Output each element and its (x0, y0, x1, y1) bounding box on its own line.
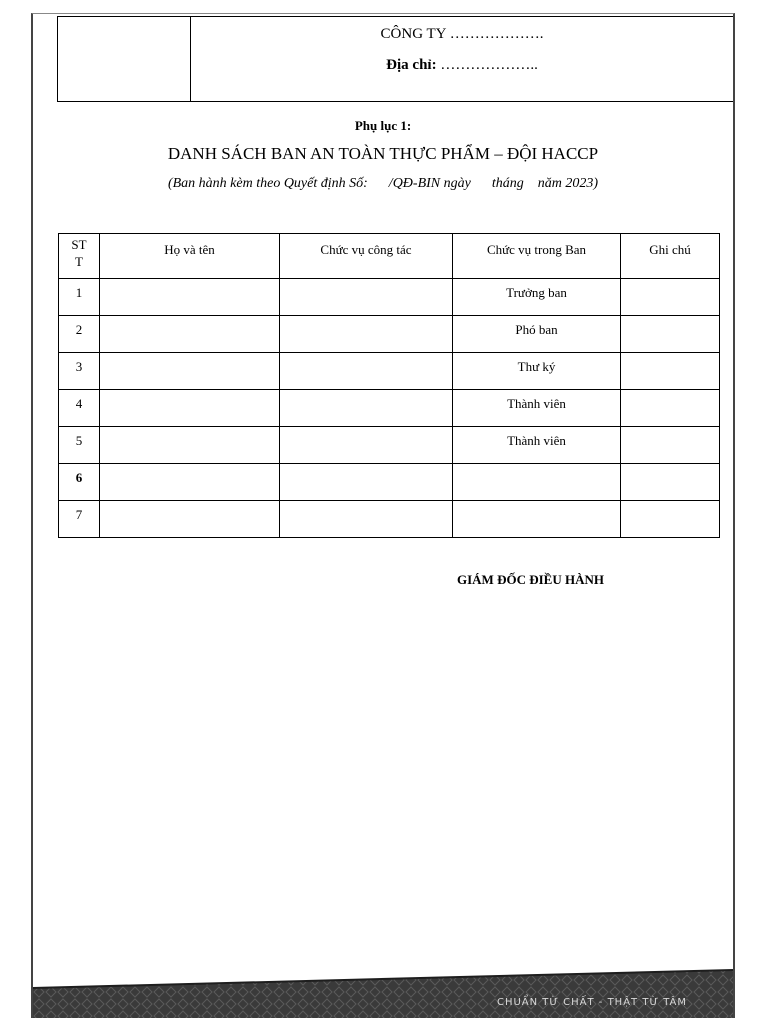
cell-position (280, 279, 453, 316)
document-title: DANH SÁCH BAN AN TOÀN THỰC PHẨM – ĐỘI HACCP (167, 144, 599, 163)
cell-role: Phó ban (453, 316, 621, 353)
cell-name (100, 464, 280, 501)
cell-name (100, 501, 280, 538)
cell-role (453, 464, 621, 501)
cell-role: Thư ký (453, 353, 621, 390)
document-subtitle: (Ban hành kèm theo Quyết định Số: /QĐ-BIN ngày tháng năm 2023) (167, 176, 599, 191)
cell-role: Thành viên (453, 390, 621, 427)
cell-stt: 2 (59, 316, 100, 353)
cell-position (280, 316, 453, 353)
cell-role: Thành viên (453, 427, 621, 464)
cell-note (621, 427, 720, 464)
cell-stt: 7 (59, 501, 100, 538)
footer-pattern-graphic (33, 962, 733, 1018)
column-header-note: Ghi chú (621, 234, 720, 279)
cell-name (100, 427, 280, 464)
cell-position (280, 427, 453, 464)
signature-title: GIÁM ĐỐC ĐIỀU HÀNH (457, 572, 604, 587)
address-value: ……………….. (440, 57, 538, 73)
cell-stt: 1 (59, 279, 100, 316)
cell-role (453, 501, 621, 538)
cell-stt: 6 (59, 464, 100, 501)
cell-note (621, 353, 720, 390)
company-info-cell (191, 17, 734, 102)
document-page (31, 13, 735, 1018)
table-row (59, 464, 720, 501)
table-row (59, 353, 720, 390)
cell-role: Trưởng ban (453, 279, 621, 316)
company-address (191, 57, 733, 74)
cell-note (621, 279, 720, 316)
cell-stt: 3 (59, 353, 100, 390)
stt-header-line1: ST (71, 237, 87, 252)
cell-note (621, 316, 720, 353)
address-label: Địa chỉ: (386, 57, 437, 73)
cell-position (280, 353, 453, 390)
company-name: CÔNG TY ………………. (380, 26, 544, 42)
footer-slogan: CHUẨN TỪ CHẤT - THẬT TỪ TÂM (496, 997, 687, 1008)
column-header-role: Chức vụ trong Ban (453, 234, 621, 279)
table-row (59, 316, 720, 353)
cell-position (280, 464, 453, 501)
cell-position (280, 390, 453, 427)
cell-note (621, 501, 720, 538)
table-row (59, 427, 720, 464)
logo-cell (58, 17, 191, 102)
footer-band (33, 962, 733, 1018)
column-header-position: Chức vụ công tác (280, 234, 453, 279)
cell-name (100, 279, 280, 316)
footer-band-shape (33, 970, 733, 1018)
cell-name (100, 316, 280, 353)
cell-stt: 4 (59, 390, 100, 427)
table-header-row (59, 234, 720, 279)
table-row (59, 501, 720, 538)
appendix-label: Phụ lục 1: (354, 118, 412, 133)
table-row (59, 279, 720, 316)
header-table (57, 16, 734, 102)
member-table (58, 233, 720, 538)
cell-note (621, 390, 720, 427)
column-header-stt (59, 234, 100, 279)
table-row (59, 390, 720, 427)
cell-name (100, 390, 280, 427)
cell-stt: 5 (59, 427, 100, 464)
cell-position (280, 501, 453, 538)
cell-name (100, 353, 280, 390)
column-header-name: Họ và tên (100, 234, 280, 279)
stt-header-line2: T (75, 254, 83, 269)
cell-note (621, 464, 720, 501)
